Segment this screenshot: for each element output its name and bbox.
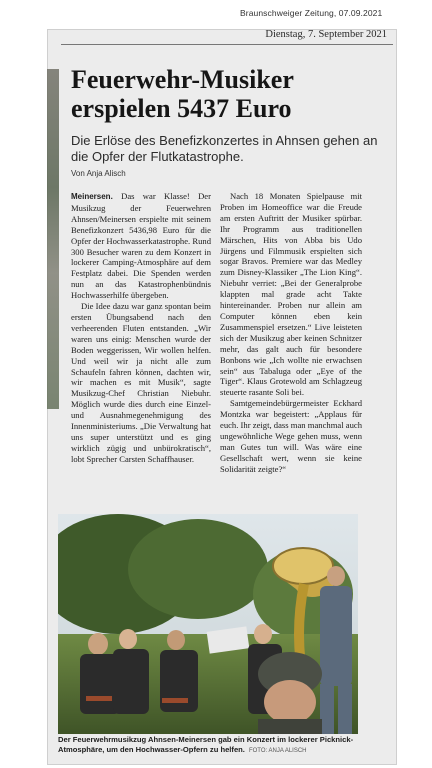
source-line: Braunschweiger Zeitung, 07.09.2021 bbox=[240, 8, 383, 18]
tree-center bbox=[128, 519, 268, 619]
paragraph-4: Samtgemeindebürgermeister Eckhard Montzka war begeistert: „Applaus für euch. Ihr zeigt, dass man manchmal auch ungewöhnliche Wege gehen muss, wenn man Gutes tun will. Was wäre eine Gesellschaft wert, wenn sie keine Solidarität zeigte?“ bbox=[220, 398, 362, 474]
location-lead: Meinersen. bbox=[71, 192, 113, 201]
paragraph-3: Nach 18 Monaten Spielpause mit Proben im Homeoffice war die Freude am ersten Auftritt der Musiker spürbar. Ihr Programm aus traditionellen Märschen, Hits von Abba bis Udo Jürgens und Filmmusik erspielten sich sogar Bravos. Premiere war das Medley zum Disney-Klassiker „The Lion King“. Niebuhr verriet: „Bei der Generalprobe klappten mal grade acht Takte hintereinander. Proben nur allein am Computer können eben kein Zusammenspiel ersetzen.“ Live leisteten sich der Musikzug aber keinen Schnitzer mehr, das galt auch für besondere Bonbons wie „Ich wollte nie erwachsen sein“ aus Tabaluga oder „Eye of the Tiger“. Klaus Grotewold am Schlagzeug steuerte rasante Soli bei. bbox=[220, 191, 362, 398]
caption-text: Der Feuerwehrmusikzug Ahnsen-Meinersen gab ein Konzert im lockerer Picknick-Atmosphäre, um den Hochwasser-Opfern zu helfen. bbox=[58, 735, 354, 754]
article-column-left bbox=[71, 191, 211, 465]
concert-photo bbox=[58, 514, 358, 734]
headline bbox=[71, 65, 391, 123]
article-column-right bbox=[220, 191, 362, 475]
photo-credit: FOTO: ANJA ALISCH bbox=[248, 748, 307, 754]
newspaper-clipping bbox=[47, 29, 397, 765]
byline: Von Anja Alisch bbox=[71, 169, 126, 178]
concert-photo-illustration bbox=[58, 514, 358, 734]
headline-line-2: erspielen 5437 Euro bbox=[71, 94, 292, 123]
photo-caption bbox=[58, 735, 388, 756]
spectator-foreground bbox=[258, 652, 322, 734]
headline-line-1: Feuerwehr-Musiker bbox=[71, 65, 294, 94]
paragraph-2: Die Idee dazu war ganz spontan beim ersten Übungsabend nach den verheerenden Fluten entstanden. „Wir waren uns einig: Menschen wurde der Boden weggerissen, Wir wollen helfen. Und weil wir ja nicht alle zum Schaufeln fahren können, dachten wir, wir machen es mit Musik“, sagte Musikzug-Chef Christian Niebuhr. Möglich wurde dies durch eine Einzel- und Ausnahmegenehmigung des Innenministeriums. „Die Verwaltung hat uns super unterstützt und es ging wirklich zügig und unbürokratisch“, lobt Sprecher Carsten Schaffhauser. bbox=[71, 301, 211, 464]
paragraph-1: Das war Klasse! Der Musikzug der Feuerwehren Ahnsen/Meinersen erspielte mit seinem Benefizkonzert 5436,98 Euro für die Opfer der Hochwasserkatastrophe. Rund 300 Besucher waren zu dem Konzert in lockerer Camping-Atmosphäre auf dem Festplatz dabei. Die Spenden werden nun an das Katastrophenbündnis Hochwasserhilfe übergeben. bbox=[71, 191, 211, 301]
dateline: Dienstag, 7. September 2021 bbox=[265, 29, 387, 40]
dateline-rule bbox=[61, 44, 393, 45]
subhead: Die Erlöse des Benefizkonzertes in Ahnsen gehen an die Opfer der Flutkatastrophe. bbox=[71, 133, 378, 164]
adjacent-page-edge bbox=[47, 69, 59, 409]
